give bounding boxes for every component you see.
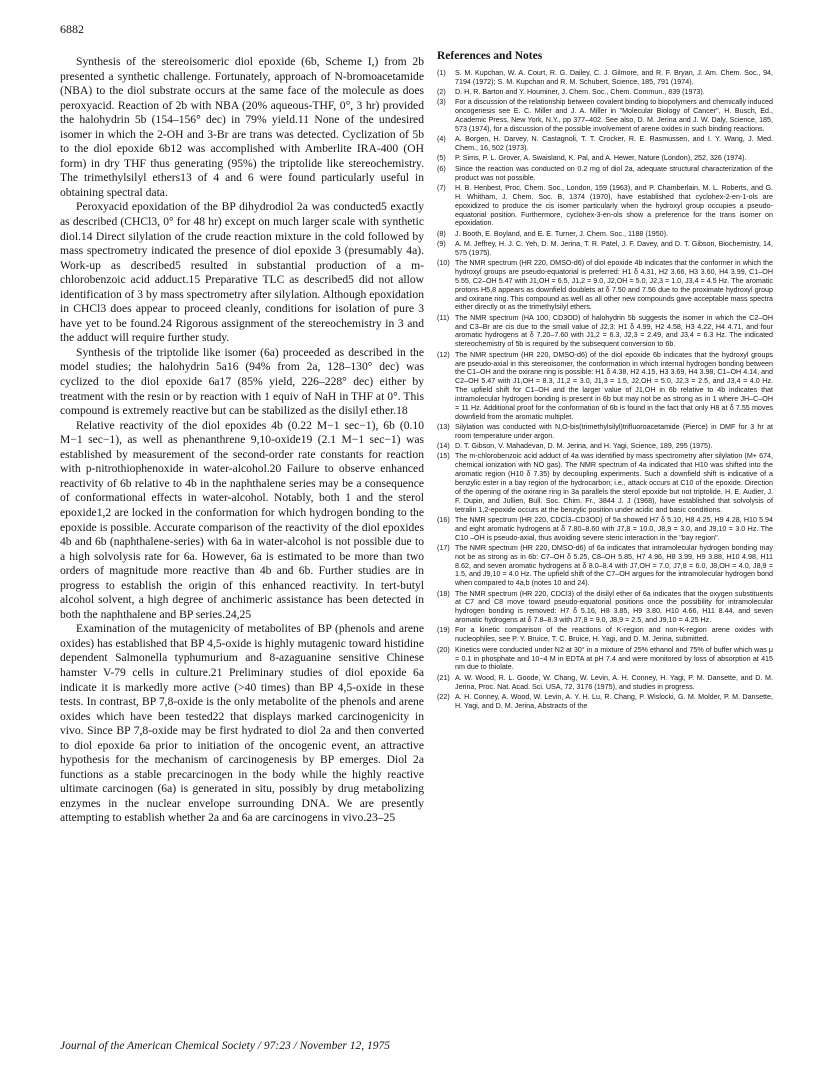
body-paragraph: Synthesis of the stereoisomeric diol epoxide (6b, Scheme I,) from 2b presented a synthetic challenge. Fortunately, approach of N-bromoacetamide (NBA) to the diol substrate occurs at the same face of the molecule as does peroxyacid. Reaction of 2b with NBA (20% aqueous-THF, 0°, 3 hr) provided the halohydrin 5b (154–156° dec) in 79% yield.11 None of the undesired isomer in which the 2-OH and 3-Br are trans was detected. Cyclization of 5b to the diol epoxide 6b12 was accomplished with Amberlite IRA-400 (OH form) in dry THF thus generating (95%) the triptolide like stereochemistry. The trimethylsilyl ethers13 of 4 and 6 were found particularly useful in obtaining spectral data. xyxy=(60,55,424,199)
reference-number: (14) xyxy=(437,442,450,451)
references-list xyxy=(437,69,773,711)
reference-text: The NMR spectrum (HR 220, DMSO-d6) of the diol epoxide 6b indicates that the hydroxyl groups are pseudo-axial in this stereoisomer, the conformation in which internal hydrogen bonding between the C1–OH and the oxirane ring is possible: H1 δ 4.38, H2 4.15, H3 3.69, H4 3.98, C1–OH 4.14, and C2–OH 5.47 with J1,OH = 8.3, J1,2 = 3.0, J1,3 = 1.5, J2,OH = 5.0, J2,3 = 2.5, and J3,4 = 4.0 Hz. The upfield shift for C1–OH and the larger value of J1,OH in 6b relative to 4b indicates that intramolecular hydrogen bonding is present in 6b but may not be as strong as in 1 where JH–C–OH = 11 Hz. Additional proof for the conformation of 6b is found in the fact that only H8 at δ 7.55 moves downfield from the aromatic multiplet. xyxy=(455,350,773,421)
body-paragraph: Relative reactivity of the diol epoxides 4b (0.22 M−1 sec−1), 6b (0.10 M−1 sec−1), as well as phenanthrene 9,10-oxide19 (2.1 M−1 sec−1) was established by measurement of the second-order rate constants for reaction with p-nitrothiophenoxide in water-alcohol.20 Failure to observe enhanced reactivity of 6b relative to 4b in the naphthalene series may be a consequence of conformational effects in water-alcohol. Notably, both 1 and the sterol epoxide1,2 are locked in the conformation for which hydrogen bonding to the epoxide is possible. Accurate comparison of the reactivity of the diol epoxides 4b and 6b (naphthalene-series) with 6a in water-alcohol is not possible due to a high solvolysis rate for 6a. However, 6a is estimated to be more than two orders of magnitude more reactive than 4b and 6b. Further studies are in progress to establish the origin of this enhanced reactivity. In tert-butyl alcohol solvent, a high degree of anchimeric assistance has been detected in both the naphthalene and BP series.24,25 xyxy=(60,418,424,621)
reference-text: For a discussion of the relationship between covalent binding to biopolymers and chemically induced oncogenesis see E. C. Miller and J. A. Miller in "Molecular Biology of Cancer", H. Busch, Ed., Academic Press, New York, N.Y., pp 377–402. See also, D. M. Jerina and J. W. Daly, Science, 185, 573 (1974), for a discussion of the possible involvement of arene oxides in such binding reactions. xyxy=(455,98,773,133)
reference-number: (20) xyxy=(437,645,450,654)
reference-text: A. H. Conney, A. Wood, W. Levin, A. Y. H. Lu, R. Chang, P. Wislocki, G. M. Molder, P. M. Dansette, H. Yagi, and D. M. Jerina, Abstracts of the xyxy=(455,692,773,710)
reference-number: (5) xyxy=(437,154,446,163)
reference-number: (12) xyxy=(437,350,450,359)
reference-number: (22) xyxy=(437,692,450,701)
reference-number: (18) xyxy=(437,589,450,598)
reference-item xyxy=(437,544,773,588)
reference-text: Kinetics were conducted under N2 at 30° in a mixture of 25% ethanol and 75% of buffer which was μ = 0.1 in phosphate and 10−4 M in EDTA at pH 7.4 and were monitored by loss of absorption at 415 nm due to thiolate. xyxy=(455,645,773,672)
reference-text: The m-chlorobenzoic acid adduct of 4a was identified by mass spectrometry after silylation (M+ 674, chemical ionization with NO gas). The NMR spectrum of 4a indicated that H10 was shifted into the aromatic region (H10 δ 7.35) by decoupling experiments. Such a downfield shift is indicative of a benzylic ester in a bay region of the hydrocarbon; i.e., attack occurs at C10 of the epoxide. Direction of the opening of the oxirane ring in 3a parallels the sterol epoxide but not triptolide. H. E. Audier, J. F. Dupin, and Jullien, Bull. Soc. Chim. Fr., 3844 J. J (1968), have established that solvolysis of tetralin 1,2-epoxide occurs at the benzylic position under acidic and basic conditions. xyxy=(455,452,773,514)
reference-number: (21) xyxy=(437,673,450,682)
references-heading: References and Notes xyxy=(437,50,543,62)
reference-item xyxy=(437,240,773,258)
reference-text: Since the reaction was conducted on 0.2 mg of diol 2a, adequate structural characterization of the product was not possible. xyxy=(455,164,773,182)
reference-text: The NMR spectrum (HR 220, CDCl3) of the disilyl ether of 6a indicates that the oxygen substituents at C7 and C8 move toward pseudo-equatorial positions once the possibility for intramolecular hydrogen bonding is removed: H7 δ 5.16, H8 3.85, H9 3.80, H10 4.66, H11 8.44, and seven aromatic hydrogens at δ 7.8–8.3 with J7,8 = 9.0, J8,9 = 2.5, and J9,10 = 4.25 Hz. xyxy=(455,589,773,625)
reference-text: The NMR spectrum (HR 220, CDCl3–CD3OD) of 5a showed H7 δ 5.10, H8 4.25, H9 4.28, H10 5.94 and eight aromatic hydrogens at δ 7.80–8.60 with J7,8 = 10.0, J8,9 = 3.0, and J9,10 = 3.0 Hz. The C10 –OH is pseudo-axial, thus avoiding severe steric interaction in the "bay region". xyxy=(455,515,773,542)
reference-item xyxy=(437,590,773,625)
reference-text: The NMR spectrum (HR 220, DMSO-d6) of 6a indicates that intramolecular hydrogen bonding may not be as strong as in 6b: C7–OH δ 5.25, C8–OH 5.85, H7 4.96, H8 3.99, H9 3.88, H10 4.98, H11 8.62, and seven aromatic hydrogens at δ 8.0–8.4 with J7,OH = 7.0, J7,8 = 6.0, J8,OH = 4.0, J8,9 = 1.5, and J9,10 = 4.0 Hz. The upfield shift of the C7–OH argues for the intramolecular hydrogen bond when compared to 4a,b (notes 10 and 24). xyxy=(455,543,773,588)
reference-item xyxy=(437,69,773,87)
reference-number: (11) xyxy=(437,313,450,322)
reference-item xyxy=(437,442,773,451)
reference-text: A. W. Wood, R. L. Goode, W. Chang, W. Levin, A. H. Conney, H. Yagi, P. M. Dansette, and D. M. Jerina, Proc. Nat. Acad. Sci. USA, 72, 3176 (1975), and studies in progress. xyxy=(455,673,773,691)
body-paragraph: Examination of the mutagenicity of metabolites of BP (phenols and arene oxides) has established that BP 4,5-oxide is highly mutagenic toward histidine dependent Salmonella typhumurium and 8-azaguanine sensitive Chinese hamster V-79 cells in culture.21 Preliminary studies of diol epoxide 6a indicate it is markedly more active (>40 times) than BP 4,5-oxide in these tests. In contrast, BP 7,8-oxide is the only metabolite of the phenols and arene oxides which have been tested22 that displays marked carcinogenicity in vivo. Since BP 7,8-oxide may be first hydrated to diol 2a and then converted to diol epoxide 6a prior to initiation of the oncogenic event, an attractive hypothesis for the mechanism of carcinogenesis by BP emerges. Diol 2a functions as a stable precarcinogen in the body while the highly reactive ultimate carcinogen (6a) is generated in situ, possibly by drug metabolizing enzymes in the nuclear envelope surrounding DNA. We are presently attempting to establish whether 2a and 6a are carcinogens in vivo.23–25 xyxy=(60,622,424,825)
reference-text: A. Borgen, H. Darvey, N. Castagnoli, T. T. Crocker, R. E. Rasmussen, and I. Y. Wang, J. Med. Chem., 16, 502 (1973). xyxy=(455,135,773,153)
reference-number: (15) xyxy=(437,452,450,461)
body-paragraph: Synthesis of the triptolide like isomer (6a) proceeded as described in the model studies; the halohydrin 5a16 (94% from 2a, 128–130° dec) was cyclized to the diol epoxide 6a17 (85% yield, 226–228° dec) either by treatment with the resin or by reaction with 1 equiv of NaH in THF at 0°. This compound is extremely reactive but can be stabilized as the disilyl ether.18 xyxy=(60,345,424,418)
references-column xyxy=(437,52,773,712)
reference-text: D. T. Gibson, V. Mahadevan, D. M. Jerina, and H. Yagi, Science, 189, 295 (1975). xyxy=(455,442,713,451)
reference-item xyxy=(437,88,773,97)
reference-item xyxy=(437,135,773,153)
reference-number: (8) xyxy=(437,229,446,238)
page-number: 6882 xyxy=(60,22,84,36)
reference-number: (9) xyxy=(437,240,446,249)
reference-text: For a kinetic comparison of the reactions of K-region and non-K-region arene oxides with nucleophiles, see P. Y. Bruice, T. C. Bruice, H. Yagi, and D. M. Jerina, submitted. xyxy=(455,626,773,644)
reference-number: (1) xyxy=(437,68,446,77)
reference-text: H. B. Henbest, Proc. Chem. Soc., London, 159 (1963), and P. Chamberlain, M. L. Roberts, and G. H. Whitham, J. Chem. Soc. B, 1374 (1970), have established that cyclohex-2-en-1-ols are epoxidized to produce the cis isomer particularly when the hydroxyl group occupies a pseudo-equatorial position. Furthermore, cyclohex-3-en-ols show a preference for the trans isomer on epoxidation. xyxy=(455,183,773,228)
reference-text: J. Booth, E. Boyland, and E. E. Turner, J. Chem. Soc., 1188 (1950). xyxy=(455,229,669,238)
reference-item xyxy=(437,674,773,692)
reference-item xyxy=(437,259,773,312)
reference-number: (16) xyxy=(437,515,450,524)
reference-item xyxy=(437,693,773,711)
reference-text: P. Sims, P. L. Grover, A. Swaisland, K. Pal, and A. Hewer, Nature (London), 252, 326 (1974). xyxy=(455,154,747,163)
reference-number: (17) xyxy=(437,543,450,552)
reference-item xyxy=(437,314,773,349)
reference-item xyxy=(437,98,773,133)
reference-item xyxy=(437,516,773,543)
reference-text: The NMR spectrum (HR 220, DMSO-d6) of diol epoxide 4b indicates that the conformer in which the hydroxyl groups are pseudo-equatorial is preferred: H1 δ 4.31, H2 3.66, H3 3.60, H4 3.99, C1–OH 5.55, C2–OH 5.47 with J1,OH = 6.5, J1,2 = 9.0, J2,OH = 5.0, J2,3 = 1.0, J3,4 = 4.5 Hz. The aromatic protons H5,8 appears as downfield doublets at δ 7.50 and 7.56 due to the proximate hydroxyl group and oxirane ring. This compound as well as all other new compounds gave acceptable mass spectra either directly or as the trimethylsilyl ethers. xyxy=(455,259,773,312)
reference-text: S. M. Kupchan, W. A. Court, R. G. Dailey, C. J. Gilmore, and R. F. Bryan, J. Am. Chem. Soc., 94, 7194 (1972); S. M. Kupchan and R. M. Schubert, Science, 185, 791 (1974). xyxy=(455,68,773,86)
reference-item xyxy=(437,165,773,183)
journal-footer: Journal of the American Chemical Society / 97:23 / November 12, 1975 xyxy=(60,1040,391,1052)
reference-number: (2) xyxy=(437,88,446,97)
reference-number: (6) xyxy=(437,164,446,173)
reference-number: (10) xyxy=(437,259,450,268)
reference-number: (3) xyxy=(437,98,446,107)
reference-text: The NMR spectrum (HA 100, CD3OD) of halohydrin 5b suggests the isomer in which the C2–OH and C3–Br are cis due to the small value of J2,3: H1 δ 4.99, H2 4.58, H3 4.22, H4 4.71, and four aromatic hydrogens at δ 7.20–7.60 with J1,2 = 6.3, J2,3 = 2.49, and J3,4 = 6.3 Hz. The indicated stereochemistry of 5b is required by the subsequent conversion to 6b. xyxy=(455,313,773,349)
body-paragraph: Peroxyacid epoxidation of the BP dihydrodiol 2a was conducted5 exactly as described (CHCl3, 0° for 48 hr) except on much larger scale with synthetic diol.14 Direct silylation of the crude reaction mixture in the cold followed by mass spectrometry indicated the presence of diol epoxide 3 (presumably 4a). Work-up as described5 resulted in substantial production of a m-chlorobenzoic acid adduct.15 Preparative TLC as described5 did not allow identification of 3 by mass spectrometry after silylation. Although epoxidation in CHCl3 does appear to proceed cleanly, conditions for isolation of pure 3 have yet to be found.24 Rigorous assignment of the stereochemistry in 3 and the adduct will require further study. xyxy=(60,200,424,345)
reference-text: A. M. Jeffrey, H. J. C. Yeh, D. M. Jerina, T. R. Patel, J. F. Davey, and D. T. Gibson, Biochemistry, 14, 575 (1975). xyxy=(455,240,773,257)
reference-item xyxy=(437,646,773,673)
reference-number: (7) xyxy=(437,183,446,192)
reference-item xyxy=(437,184,773,228)
body-text-column xyxy=(60,55,424,826)
reference-item xyxy=(437,351,773,422)
reference-item xyxy=(437,423,773,441)
reference-item xyxy=(437,626,773,644)
reference-item xyxy=(437,154,773,163)
reference-number: (4) xyxy=(437,135,446,144)
reference-text: Silylation was conducted with N,O-bis(trimethylsilyl)trifluoroacetamide (Pierce) in DMF for 3 hr at room temperature under argon. xyxy=(455,422,773,440)
reference-number: (13) xyxy=(437,422,450,431)
reference-item xyxy=(437,230,773,239)
reference-number: (19) xyxy=(437,626,450,635)
reference-text: D. H. R. Barton and Y. Houminer, J. Chem. Soc., Chem. Commun., 839 (1973). xyxy=(455,88,705,97)
reference-item xyxy=(437,452,773,514)
